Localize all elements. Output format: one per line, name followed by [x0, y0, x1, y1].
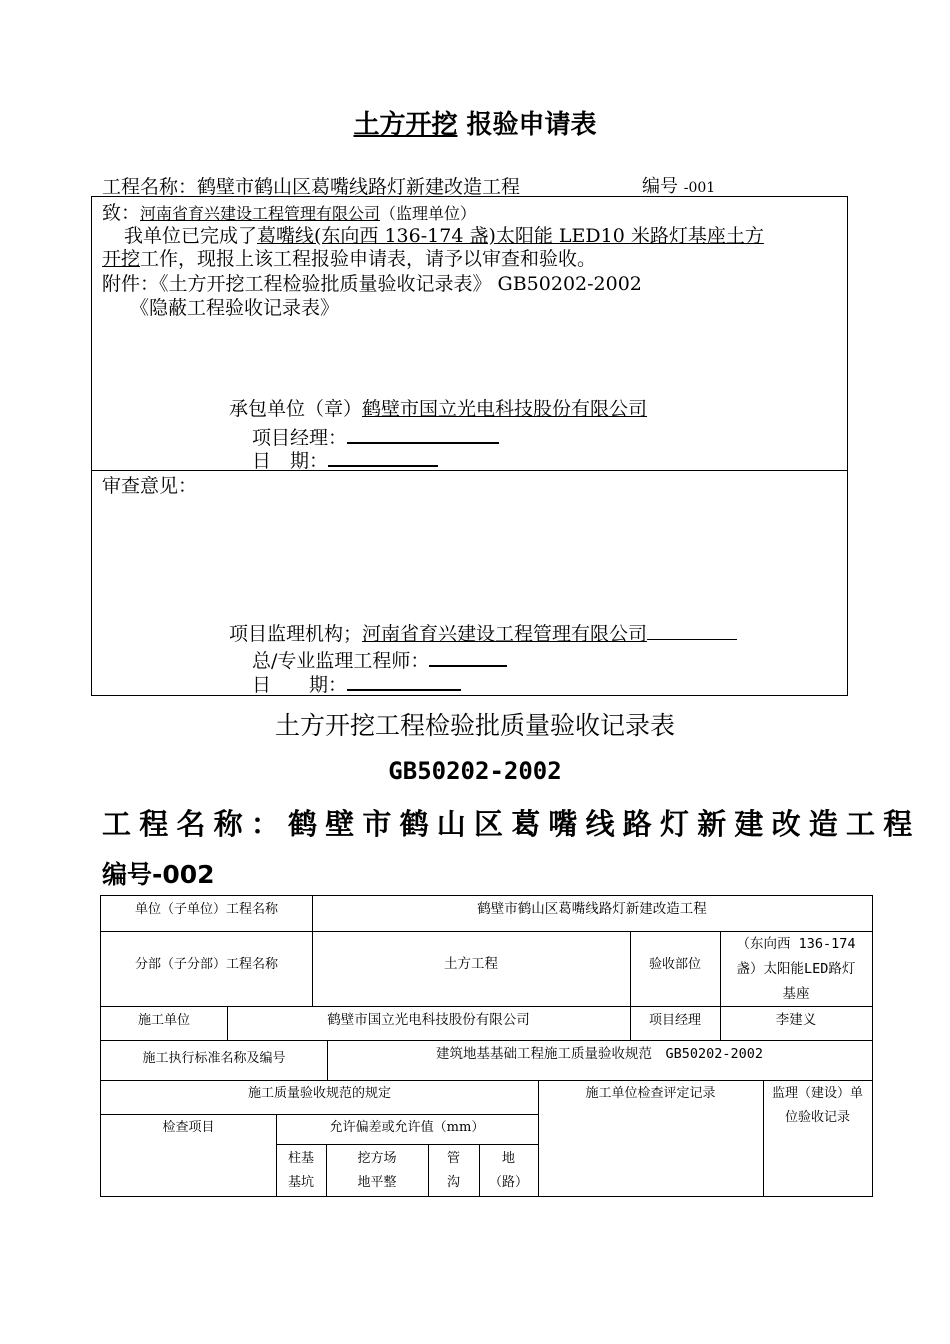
check-record-label: 施工单位检查评定记录	[585, 1086, 716, 1101]
manager-signature-blank[interactable]	[347, 424, 499, 444]
review-label: 审查意见：	[102, 475, 198, 497]
form2-title: 土方开挖工程检验批质量验收记录表	[274, 711, 675, 740]
sub-value: 土方工程	[444, 956, 498, 972]
col-leveling: 挖方场 地平整	[357, 1151, 397, 1190]
manager-label: 项目经理	[648, 1013, 701, 1028]
supervisor-org-line: 项目监理机构；河南省育兴建设工程管理有限公司	[229, 621, 737, 645]
project-name: 工程名称：鹤壁市鹤山区葛嘴线路灯新建改造工程	[102, 176, 521, 198]
date2-line: 日 期：	[252, 671, 461, 696]
part-label: 验收部位	[648, 957, 701, 972]
date-blank[interactable]	[328, 447, 438, 467]
form1-box	[91, 196, 848, 696]
manager-line: 项目经理：	[252, 424, 499, 449]
unit-label: 单位（子单位）工程名称	[134, 902, 278, 917]
row-line	[101, 1080, 872, 1081]
form2-project: 工程名称：鹤壁市鹤山区葛嘴线路灯新建改造工程	[102, 807, 921, 841]
manager-value: 李建义	[775, 1012, 817, 1028]
row-line	[276, 1144, 538, 1145]
item-label: 检查项目	[162, 1120, 215, 1135]
contractor-label: 施工单位	[137, 1013, 190, 1028]
form2-standard: GB50202-2002	[388, 757, 562, 785]
supervisor-label: 监理（建设）单 位验收记录	[771, 1086, 863, 1125]
supervisor-org-blank	[647, 621, 737, 640]
spec-label: 施工质量验收规范的规定	[247, 1086, 391, 1101]
form2-number: 编号-002	[102, 860, 215, 889]
col-pit: 柱基 基坑	[287, 1151, 314, 1190]
contractor-value: 鹤壁市国立光电科技股份有限公司	[327, 1012, 530, 1028]
part-value: （东向西 136-174 盏）太阳能LED路灯 基座	[736, 936, 856, 1002]
row-line	[101, 1040, 872, 1041]
date-line: 日 期：	[252, 447, 438, 472]
standard-value: 建筑地基基础工程施工质量验收规范 GB50202-2002	[435, 1046, 764, 1062]
to-line: 致：河南省育兴建设工程管理有限公司（监理单位）	[102, 202, 477, 224]
engineer-line: 总/专业监理工程师：	[252, 647, 507, 672]
divider	[92, 470, 847, 471]
date2-blank[interactable]	[347, 671, 461, 691]
standard-label: 施工执行标准名称及编号	[142, 1051, 286, 1066]
tolerance-label: 允许偏差或允许值（mm）	[329, 1120, 485, 1135]
col-ground: 地 （路）	[488, 1151, 528, 1190]
inspection-table	[100, 895, 873, 1197]
unit-value: 鹤壁市鹤山区葛嘴线路灯新建改造工程	[477, 901, 707, 917]
col-trench: 管 沟	[446, 1151, 460, 1190]
attachment-1: 附件：《土方开挖工程检验批质量验收记录表》 GB50202-2002	[102, 273, 642, 295]
engineer-signature-blank[interactable]	[429, 647, 507, 667]
attachment-2: 《隐蔽工程验收记录表》	[130, 297, 340, 319]
form1-title: 土方开挖 报验申请表	[353, 110, 597, 140]
row-line	[101, 1114, 538, 1115]
form-number: 编号 -001	[642, 176, 716, 197]
body-line-1: 我单位已完成了葛嘴线(东向西 136-174 盏)太阳能 LED10 米路灯基座土方	[124, 225, 764, 247]
body-line-2: 开挖工作，现报上该工程报验申请表，请予以审查和验收。	[102, 248, 597, 270]
sub-label: 分部（子分部）工程名称	[134, 957, 278, 972]
contractor-line: 承包单位（章）鹤壁市国立光电科技股份有限公司	[229, 398, 648, 420]
form1-project-line	[102, 172, 716, 199]
